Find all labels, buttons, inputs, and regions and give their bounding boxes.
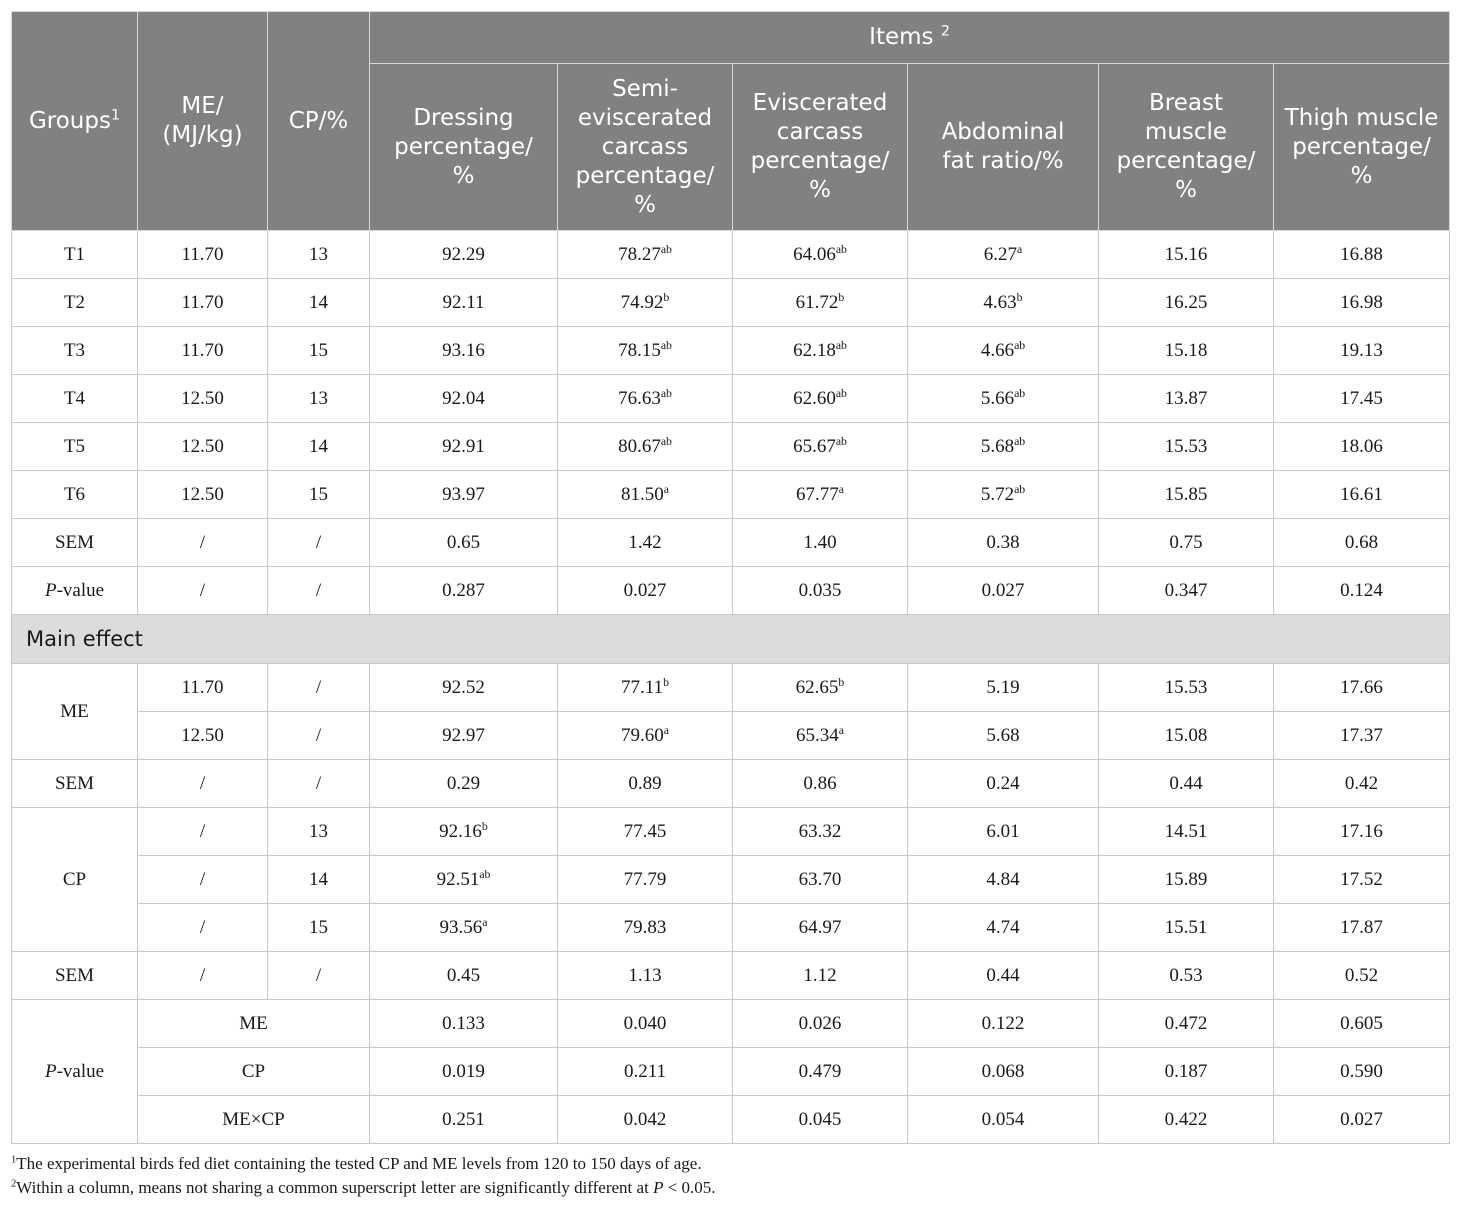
cell-cp: / (268, 952, 370, 1000)
cell-cp: 13 (268, 375, 370, 423)
cell-value: 0.75 (1099, 519, 1274, 567)
cell-value: 17.45 (1274, 375, 1450, 423)
cell-value: 1.42 (558, 519, 733, 567)
cell-value: 62.65$^b$ (733, 664, 908, 712)
cell-me: 12.50 (138, 423, 268, 471)
cell-cp: / (268, 664, 370, 712)
cell-cp: / (268, 567, 370, 615)
cell-value: 92.11 (370, 279, 558, 327)
cell-me: 11.70 (138, 327, 268, 375)
cell-factor: ME×CP (138, 1096, 370, 1144)
cell-value: 63.32 (733, 808, 908, 856)
cell-value: 77.11$^b$ (558, 664, 733, 712)
cell-value: 5.68 (908, 712, 1099, 760)
cell-value: 0.019 (370, 1048, 558, 1096)
cell-value: 77.45 (558, 808, 733, 856)
table-row (12, 808, 1450, 856)
cell-value: 14.51 (1099, 808, 1274, 856)
cell-value: 79.83 (558, 904, 733, 952)
table-container (11, 11, 1449, 1144)
cell-value: 0.068 (908, 1048, 1099, 1096)
cell-me: / (138, 952, 268, 1000)
cell-value: 4.74 (908, 904, 1099, 952)
cell-value: 0.68 (1274, 519, 1450, 567)
table-row-pvalue (12, 1096, 1450, 1144)
header-col-thigh-muscle: Thigh muscle percentage/ % (1274, 64, 1450, 231)
cell-cp: / (268, 760, 370, 808)
cell-me: 11.70 (138, 231, 268, 279)
cell-value: 17.37 (1274, 712, 1450, 760)
cell-group: SEM (12, 519, 138, 567)
section-row (12, 615, 1450, 664)
header-groups: Groups$^1$ (12, 12, 138, 231)
table-row (12, 519, 1450, 567)
cell-value: 16.61 (1274, 471, 1450, 519)
header-col-breast-muscle: Breast muscle percentage/ % (1099, 64, 1274, 231)
pvalue-label: P-value (12, 1000, 138, 1144)
cell-value: 0.53 (1099, 952, 1274, 1000)
cell-cp: 14 (268, 856, 370, 904)
cell-value: 0.122 (908, 1000, 1099, 1048)
cell-me: 11.70 (138, 279, 268, 327)
cell-value: 76.63$^{ab}$ (558, 375, 733, 423)
cell-value: 4.63$^b$ (908, 279, 1099, 327)
cell-value: 0.89 (558, 760, 733, 808)
cell-value: 0.45 (370, 952, 558, 1000)
cell-value: 5.68$^{ab}$ (908, 423, 1099, 471)
cell-value: 4.84 (908, 856, 1099, 904)
cell-value: 15.85 (1099, 471, 1274, 519)
cell-value: 0.287 (370, 567, 558, 615)
cell-value: 64.97 (733, 904, 908, 952)
cell-value: 0.38 (908, 519, 1099, 567)
table-row-sem (12, 952, 1450, 1000)
cell-me: / (138, 856, 268, 904)
cell-value: 15.18 (1099, 327, 1274, 375)
header-col-eviscerated: Eviscerated carcass percentage/ % (733, 64, 908, 231)
cell-cp: 15 (268, 471, 370, 519)
cell-group: T3 (12, 327, 138, 375)
cell-value: 77.79 (558, 856, 733, 904)
cell-group: T2 (12, 279, 138, 327)
header-col-dressing: Dressing percentage/ % (370, 64, 558, 231)
cell-value: 13.87 (1099, 375, 1274, 423)
cell-value: 4.66$^{ab}$ (908, 327, 1099, 375)
cell-value: 79.60$^a$ (558, 712, 733, 760)
cell-value: 61.72$^b$ (733, 279, 908, 327)
table-row (12, 423, 1450, 471)
header-col-abdominal-fat: Abdominal fat ratio/% (908, 64, 1099, 231)
cell-me: / (138, 904, 268, 952)
cell-me: / (138, 519, 268, 567)
cell-value: 0.124 (1274, 567, 1450, 615)
cell-value: 0.24 (908, 760, 1099, 808)
header-items: Items $^2$ (370, 12, 1450, 64)
cell-value: 92.04 (370, 375, 558, 423)
cell-value: 0.035 (733, 567, 908, 615)
cell-value: 0.187 (1099, 1048, 1274, 1096)
cell-value: 93.97 (370, 471, 558, 519)
cell-group: SEM (12, 952, 138, 1000)
cell-value: 6.01 (908, 808, 1099, 856)
cell-value: 16.25 (1099, 279, 1274, 327)
table-row-pvalue (12, 567, 1450, 615)
cell-me: 11.70 (138, 664, 268, 712)
cell-value: 17.87 (1274, 904, 1450, 952)
cell-value: 15.16 (1099, 231, 1274, 279)
cell-me: 12.50 (138, 712, 268, 760)
pvalue-label: P-value (12, 567, 138, 615)
cell-value: 17.16 (1274, 808, 1450, 856)
cell-value: 0.44 (1099, 760, 1274, 808)
cell-value: 67.77$^a$ (733, 471, 908, 519)
table-row (12, 856, 1450, 904)
table-row (12, 712, 1450, 760)
cell-value: 0.29 (370, 760, 558, 808)
cell-value: 5.72$^{ab}$ (908, 471, 1099, 519)
footnote-2: $^2$Within a column, means not sharing a common superscript letter are significantly different at P < 0.05. (11, 1178, 716, 1197)
cell-value: 65.67$^{ab}$ (733, 423, 908, 471)
cell-value: 0.52 (1274, 952, 1450, 1000)
cell-value: 0.472 (1099, 1000, 1274, 1048)
cell-me: 12.50 (138, 375, 268, 423)
cell-effect-label: ME (12, 664, 138, 760)
cell-cp: 15 (268, 904, 370, 952)
cell-value: 1.13 (558, 952, 733, 1000)
cell-value: 74.92$^b$ (558, 279, 733, 327)
table-body (12, 231, 1450, 1144)
table-row (12, 471, 1450, 519)
header-col-semi-eviscerated: Semi-eviscerated carcass percentage/ % (558, 64, 733, 231)
table-row (12, 279, 1450, 327)
table-row (12, 664, 1450, 712)
cell-value: 0.040 (558, 1000, 733, 1048)
cell-value: 80.67$^{ab}$ (558, 423, 733, 471)
cell-me: 12.50 (138, 471, 268, 519)
table-row (12, 375, 1450, 423)
cell-value: 62.18$^{ab}$ (733, 327, 908, 375)
cell-value: 18.06 (1274, 423, 1450, 471)
cell-value: 16.88 (1274, 231, 1450, 279)
cell-value: 6.27$^a$ (908, 231, 1099, 279)
table-row (12, 904, 1450, 952)
table-row-sem (12, 760, 1450, 808)
cell-value: 0.133 (370, 1000, 558, 1048)
cell-value: 15.89 (1099, 856, 1274, 904)
cell-value: 0.65 (370, 519, 558, 567)
cell-cp: 14 (268, 279, 370, 327)
footnote-1: $^1$The experimental birds fed diet containing the tested CP and ME levels from 120 to 150 days of age. (11, 1154, 702, 1173)
table-row-pvalue (12, 1048, 1450, 1096)
cell-value: 78.15$^{ab}$ (558, 327, 733, 375)
data-table (11, 11, 1450, 1144)
cell-value: 92.97 (370, 712, 558, 760)
table-row-pvalue (12, 1000, 1450, 1048)
cell-value: 0.251 (370, 1096, 558, 1144)
cell-value: 0.605 (1274, 1000, 1450, 1048)
cell-cp: / (268, 519, 370, 567)
cell-me: / (138, 567, 268, 615)
cell-value: 78.27$^{ab}$ (558, 231, 733, 279)
cell-value: 17.66 (1274, 664, 1450, 712)
cell-value: 92.16$^b$ (370, 808, 558, 856)
cell-effect-label: CP (12, 808, 138, 952)
header-cp: CP/% (268, 12, 370, 231)
cell-group: T5 (12, 423, 138, 471)
cell-value: 15.08 (1099, 712, 1274, 760)
cell-me: / (138, 760, 268, 808)
cell-group: T1 (12, 231, 138, 279)
header-me: ME/ (MJ/kg) (138, 12, 268, 231)
cell-value: 92.51$^{ab}$ (370, 856, 558, 904)
cell-value: 0.590 (1274, 1048, 1450, 1096)
cell-group: T4 (12, 375, 138, 423)
cell-value: 0.347 (1099, 567, 1274, 615)
cell-value: 0.422 (1099, 1096, 1274, 1144)
cell-value: 63.70 (733, 856, 908, 904)
cell-value: 1.12 (733, 952, 908, 1000)
cell-value: 16.98 (1274, 279, 1450, 327)
cell-value: 0.479 (733, 1048, 908, 1096)
cell-factor: ME (138, 1000, 370, 1048)
cell-value: 92.52 (370, 664, 558, 712)
cell-cp: 13 (268, 231, 370, 279)
cell-cp: / (268, 712, 370, 760)
footnotes (11, 1152, 1449, 1200)
cell-value: 92.91 (370, 423, 558, 471)
cell-value: 65.34$^a$ (733, 712, 908, 760)
cell-value: 0.026 (733, 1000, 908, 1048)
cell-value: 64.06$^{ab}$ (733, 231, 908, 279)
table-row (12, 231, 1450, 279)
cell-value: 0.045 (733, 1096, 908, 1144)
cell-value: 0.86 (733, 760, 908, 808)
cell-value: 0.042 (558, 1096, 733, 1144)
cell-cp: 14 (268, 423, 370, 471)
cell-me: / (138, 808, 268, 856)
cell-value: 1.40 (733, 519, 908, 567)
cell-value: 0.211 (558, 1048, 733, 1096)
cell-value: 15.53 (1099, 423, 1274, 471)
cell-value: 15.53 (1099, 664, 1274, 712)
cell-value: 92.29 (370, 231, 558, 279)
cell-group: SEM (12, 760, 138, 808)
cell-value: 0.44 (908, 952, 1099, 1000)
cell-value: 0.027 (558, 567, 733, 615)
cell-value: 5.66$^{ab}$ (908, 375, 1099, 423)
cell-cp: 13 (268, 808, 370, 856)
cell-value: 0.054 (908, 1096, 1099, 1144)
cell-value: 17.52 (1274, 856, 1450, 904)
cell-value: 93.16 (370, 327, 558, 375)
cell-group: T6 (12, 471, 138, 519)
cell-cp: 15 (268, 327, 370, 375)
cell-value: 62.60$^{ab}$ (733, 375, 908, 423)
cell-value: 0.027 (908, 567, 1099, 615)
cell-value: 15.51 (1099, 904, 1274, 952)
cell-value: 81.50$^a$ (558, 471, 733, 519)
cell-value: 0.42 (1274, 760, 1450, 808)
cell-value: 19.13 (1274, 327, 1450, 375)
section-title: Main effect (12, 615, 1450, 664)
cell-value: 93.56$^a$ (370, 904, 558, 952)
table-row (12, 327, 1450, 375)
cell-value: 5.19 (908, 664, 1099, 712)
cell-factor: CP (138, 1048, 370, 1096)
cell-value: 0.027 (1274, 1096, 1450, 1144)
